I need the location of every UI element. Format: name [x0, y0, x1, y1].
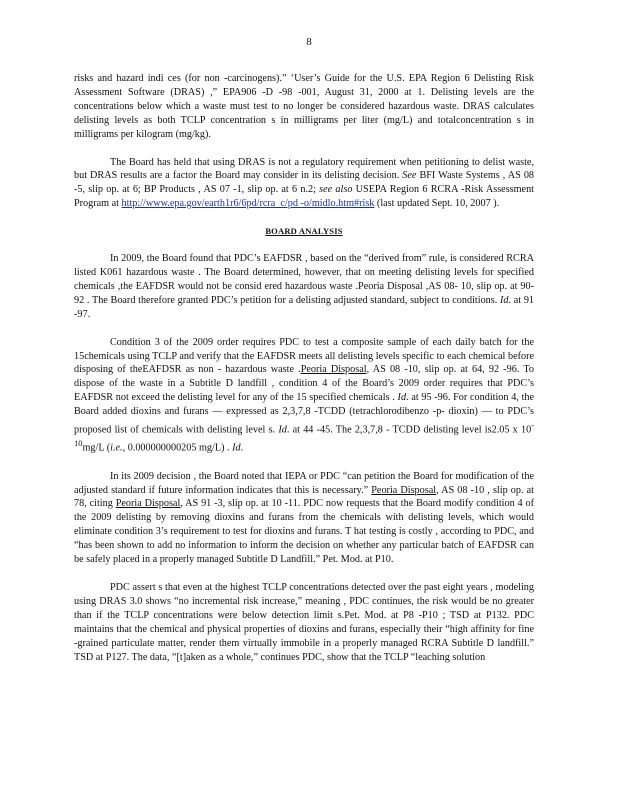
citation-id: Id — [397, 392, 407, 404]
text: BFI Waste Systems , AS 08 -5, slip op. at 6; BP Products , AS 07 -1, slip op. at 6 n.2; — [74, 170, 535, 196]
citation-id: Id — [500, 294, 509, 306]
text: . — [240, 442, 244, 454]
text: In 2009, the Board found that PDC’s EAFDSR , based on the “derived from” rule, is considered RCRA listed K061 hazardous waste . The Board determined, however, that on meeting delisting levels for specified chemicals ,the EAFDSR would not be consid ered hazardous waste .Peoria Disposal ,AS 08- 10, slip op. at 90-92 . The Board therefore granted PDC’s petition for a delisting adjusted standard, subject to conditions. — [74, 253, 534, 306]
abbrev-ie: i.e. — [110, 442, 123, 454]
text: , AS 08 -10 , slip op. at 78, citing — [74, 484, 534, 510]
text: , AS 91 -3, slip op. at 10 -11. PDC now requests that the Board modify condition 4 of the 2009 delisting by removing dioxins and furans from the chemicals with delisting levels, which would eliminate condition 3’s requirement to test for dioxins and furans. T hat testing is costly , according to PDC, and “has been shown to add no information to inform the decision on whether any particular batch of EAFDSR can be safely placed in a properly managed Subtitle D Landfill.” Pet. Mod. at P10. — [74, 498, 535, 566]
text: Condition 3 of the 2009 order requires PDC to test a composite sample of each daily batch for the 15chemicals using TCLP and verify that the EAFDSR meets all delisting levels specific to each chemical before disposing of theEAFDSR as non - hazardous waste . — [74, 336, 534, 376]
text: USEPA Region 6 RCRA -Risk Assessment Program at — [74, 184, 535, 210]
text: . at 44 -45. The 2,3,7,8 - TCDD delisting level is2.05 x 10 — [286, 424, 532, 436]
paragraph-dras-not-required — [74, 156, 534, 212]
paragraph-conditions — [74, 336, 534, 456]
paragraph-2009-finding — [74, 252, 534, 322]
paragraph-dras-definition: risks and hazard indi ces (for non -carcinogens).” ‘User’s Guide for the U.S. EPA Region 6 Delisting Risk Assessment Software (DRAS) ,” EPA906 -D -98 -001, August 31, 2000 at 1. Delisting levels are the concentrations below which a waste must test to no longer be considered hazardous waste. DRAS calculates delisting levels as both TCLP concentration s in milligrams per liter (mg/L) and totalconcentration s in milligrams per kilogram (mg/kg). — [74, 73, 534, 140]
text: The Board has held that using DRAS is not a regulatory requirement when petitioning to delist waste, but DRAS results are a factor the Board may consider in its delisting decision. — [74, 156, 534, 182]
citation-id: Id — [278, 424, 287, 436]
citation-id: Id — [232, 442, 241, 454]
page-number: 8 — [306, 36, 312, 48]
case-name: Peoria Disposal — [115, 498, 181, 510]
exponent: -10 — [74, 420, 535, 449]
text: . at 91 -97. — [74, 294, 535, 320]
text: mg/L ( — [82, 442, 111, 454]
text: , 0.000000000205 mg/L) . — [122, 442, 230, 454]
signal-see-also: see also — [319, 184, 353, 196]
case-name: Peoria Disposal — [300, 364, 367, 376]
paragraph-pdc-assertions: PDC assert s that even at the highest TCLP concentrations detected over the past eight years , modeling using DRAS 3.0 shows “no incremental risk increase,” meaning , PDC continues, the risk would be no greater than if the TCLP concentrations were below detection limit s.Pet. Mod. at P8 -P10 ; TSD at P132. PDC maintains that the chemical and physical properties of dioxins and furans, especially their “high affinity for fine -grained particulate matter, render them virtually immobile in a properly managed RCRA Subtitle D landfill.” TSD at P127. The data, “[t]aken as a whole,” continues PDC, show that the TCLP “leaching solution — [74, 581, 534, 663]
text: . at 95 -96. For condition 4, the Board added dioxins and furans — expressed as 2,3,7,8 -TCDD (tetrachlorodibenzo -p- dioxin) — to PDC’s proposed list of chemicals with delisting level s. — [74, 392, 535, 436]
epa-link[interactable]: http://www.epa.gov/earth1r6/6pd/rcra_c/pd -o/midlo.htm#risk — [121, 198, 375, 210]
paragraph-modification-request — [74, 470, 534, 567]
case-name: Peoria Disposal — [371, 484, 437, 496]
text: (last updated Sept. 10, 2007 ). — [376, 198, 500, 210]
text: In its 2009 decision , the Board noted that IEPA or PDC “can petition the Board for modification of the adjusted standard if future information indicates that this is necessary.” — [74, 470, 534, 496]
section-heading: BOARD ANALYSIS — [265, 226, 343, 237]
document-body — [74, 72, 534, 678]
text: , AS 08 -10, slip op. at 64, 92 -96. To dispose of the waste in a Subtitle D landfill , condition 4 of the Board’s 2009 order requires that PDC’s EAFDSR not exceed the delisting level for any of the 15 specified chemicals . — [74, 364, 534, 404]
signal-see: See — [402, 170, 417, 182]
